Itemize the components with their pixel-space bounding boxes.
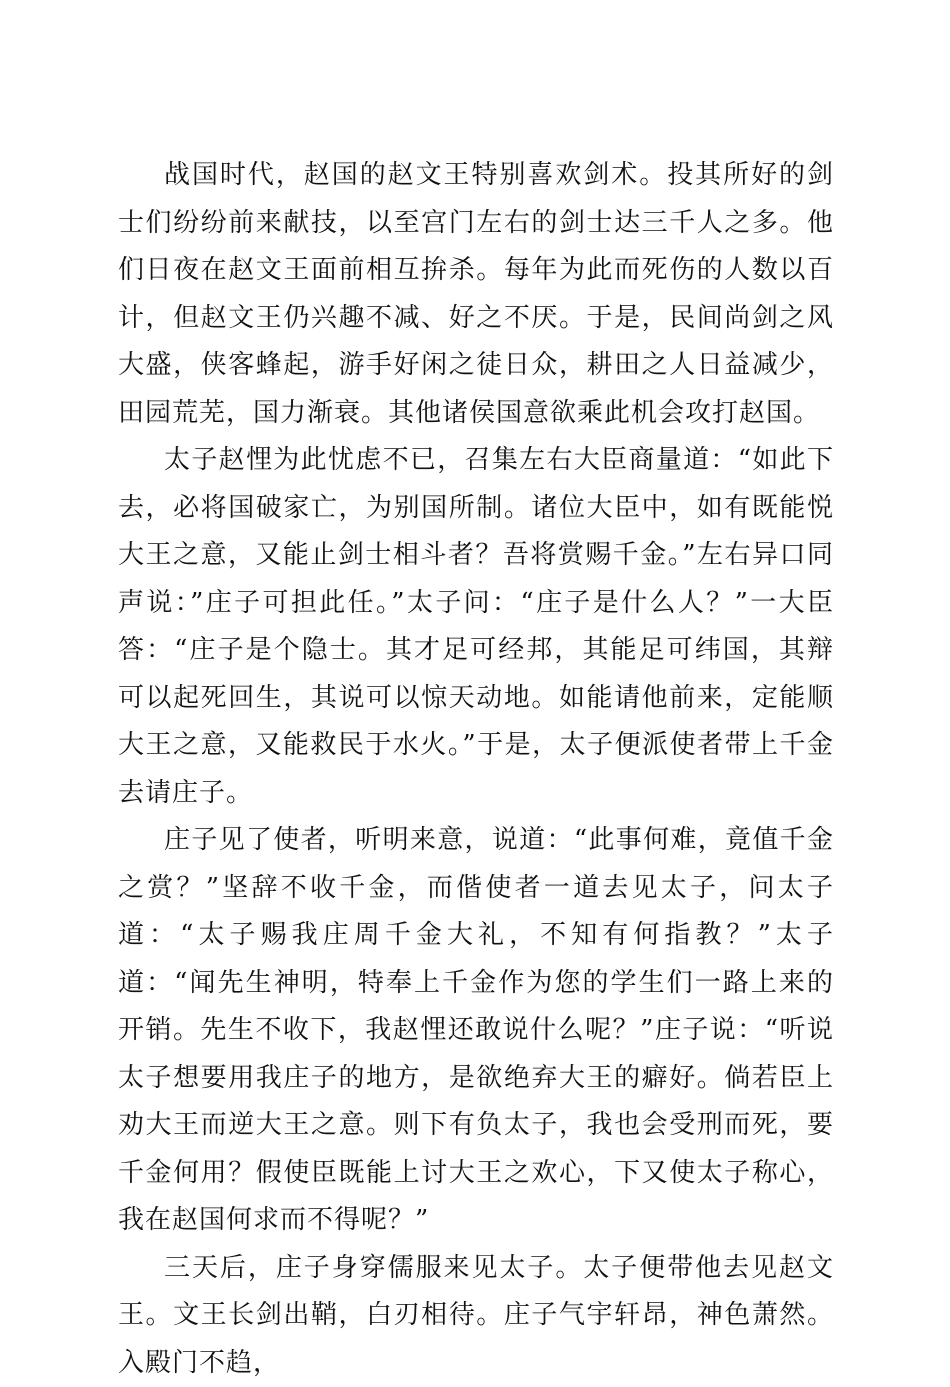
paragraph-4: 三天后，庄子身穿儒服来见太子。太子便带他去见赵文王。文王长剑出鞘，白刃相待。庄子气宇轩昂，神色萧然。入殿门不趋， xyxy=(118,1245,834,1387)
paragraph-3: 庄子见了使者，听明来意，说道：“此事何难，竟值千金之赏？”坚辞不收千金，而偕使者一道去见太子，问太子道：“太子赐我庄周千金大礼，不知有何指教？”太子道：“闻先生神明，特奉上千金作为您的学生们一路上来的开销。先生不收下，我赵悝还敢说什么呢？”庄子说：“听说太子想要用我庄子的地方，是欲绝弃大王的癖好。倘若臣上劝大王而逆大王之意。则下有负太子，我也会受刑而死，要千金何用？假使臣既能上讨大王之欢心，下又使太子称心，我在赵国何求而不得呢？” xyxy=(118,817,834,1245)
document-page xyxy=(118,152,834,1387)
paragraph-1: 战国时代，赵国的赵文王特别喜欢剑术。投其所好的剑士们纷纷前来献技，以至宫门左右的剑士达三千人之多。他们日夜在赵文王面前相互拚杀。每年为此而死伤的人数以百计，但赵文王仍兴趣不减、好之不厌。于是，民间尚剑之风大盛，侠客蜂起，游手好闲之徒日众，耕田之人日益减少，田园荒芜，国力渐衰。其他诸侯国意欲乘此机会攻打赵国。 xyxy=(118,152,834,437)
paragraph-2: 太子赵悝为此忧虑不已，召集左右大臣商量道：“如此下去，必将国破家亡，为别国所制。诸位大臣中，如有既能悦大王之意，又能止剑士相斗者？吾将赏赐千金。”左右异口同声说：”庄子可担此任。”太子问：“庄子是什么人？”一大臣答：“庄子是个隐士。其才足可经邦，其能足可纬国，其辩可以起死回生，其说可以惊天动地。如能请他前来，定能顺大王之意，又能救民于水火。”于是，太子便派使者带上千金去请庄子。 xyxy=(118,437,834,817)
